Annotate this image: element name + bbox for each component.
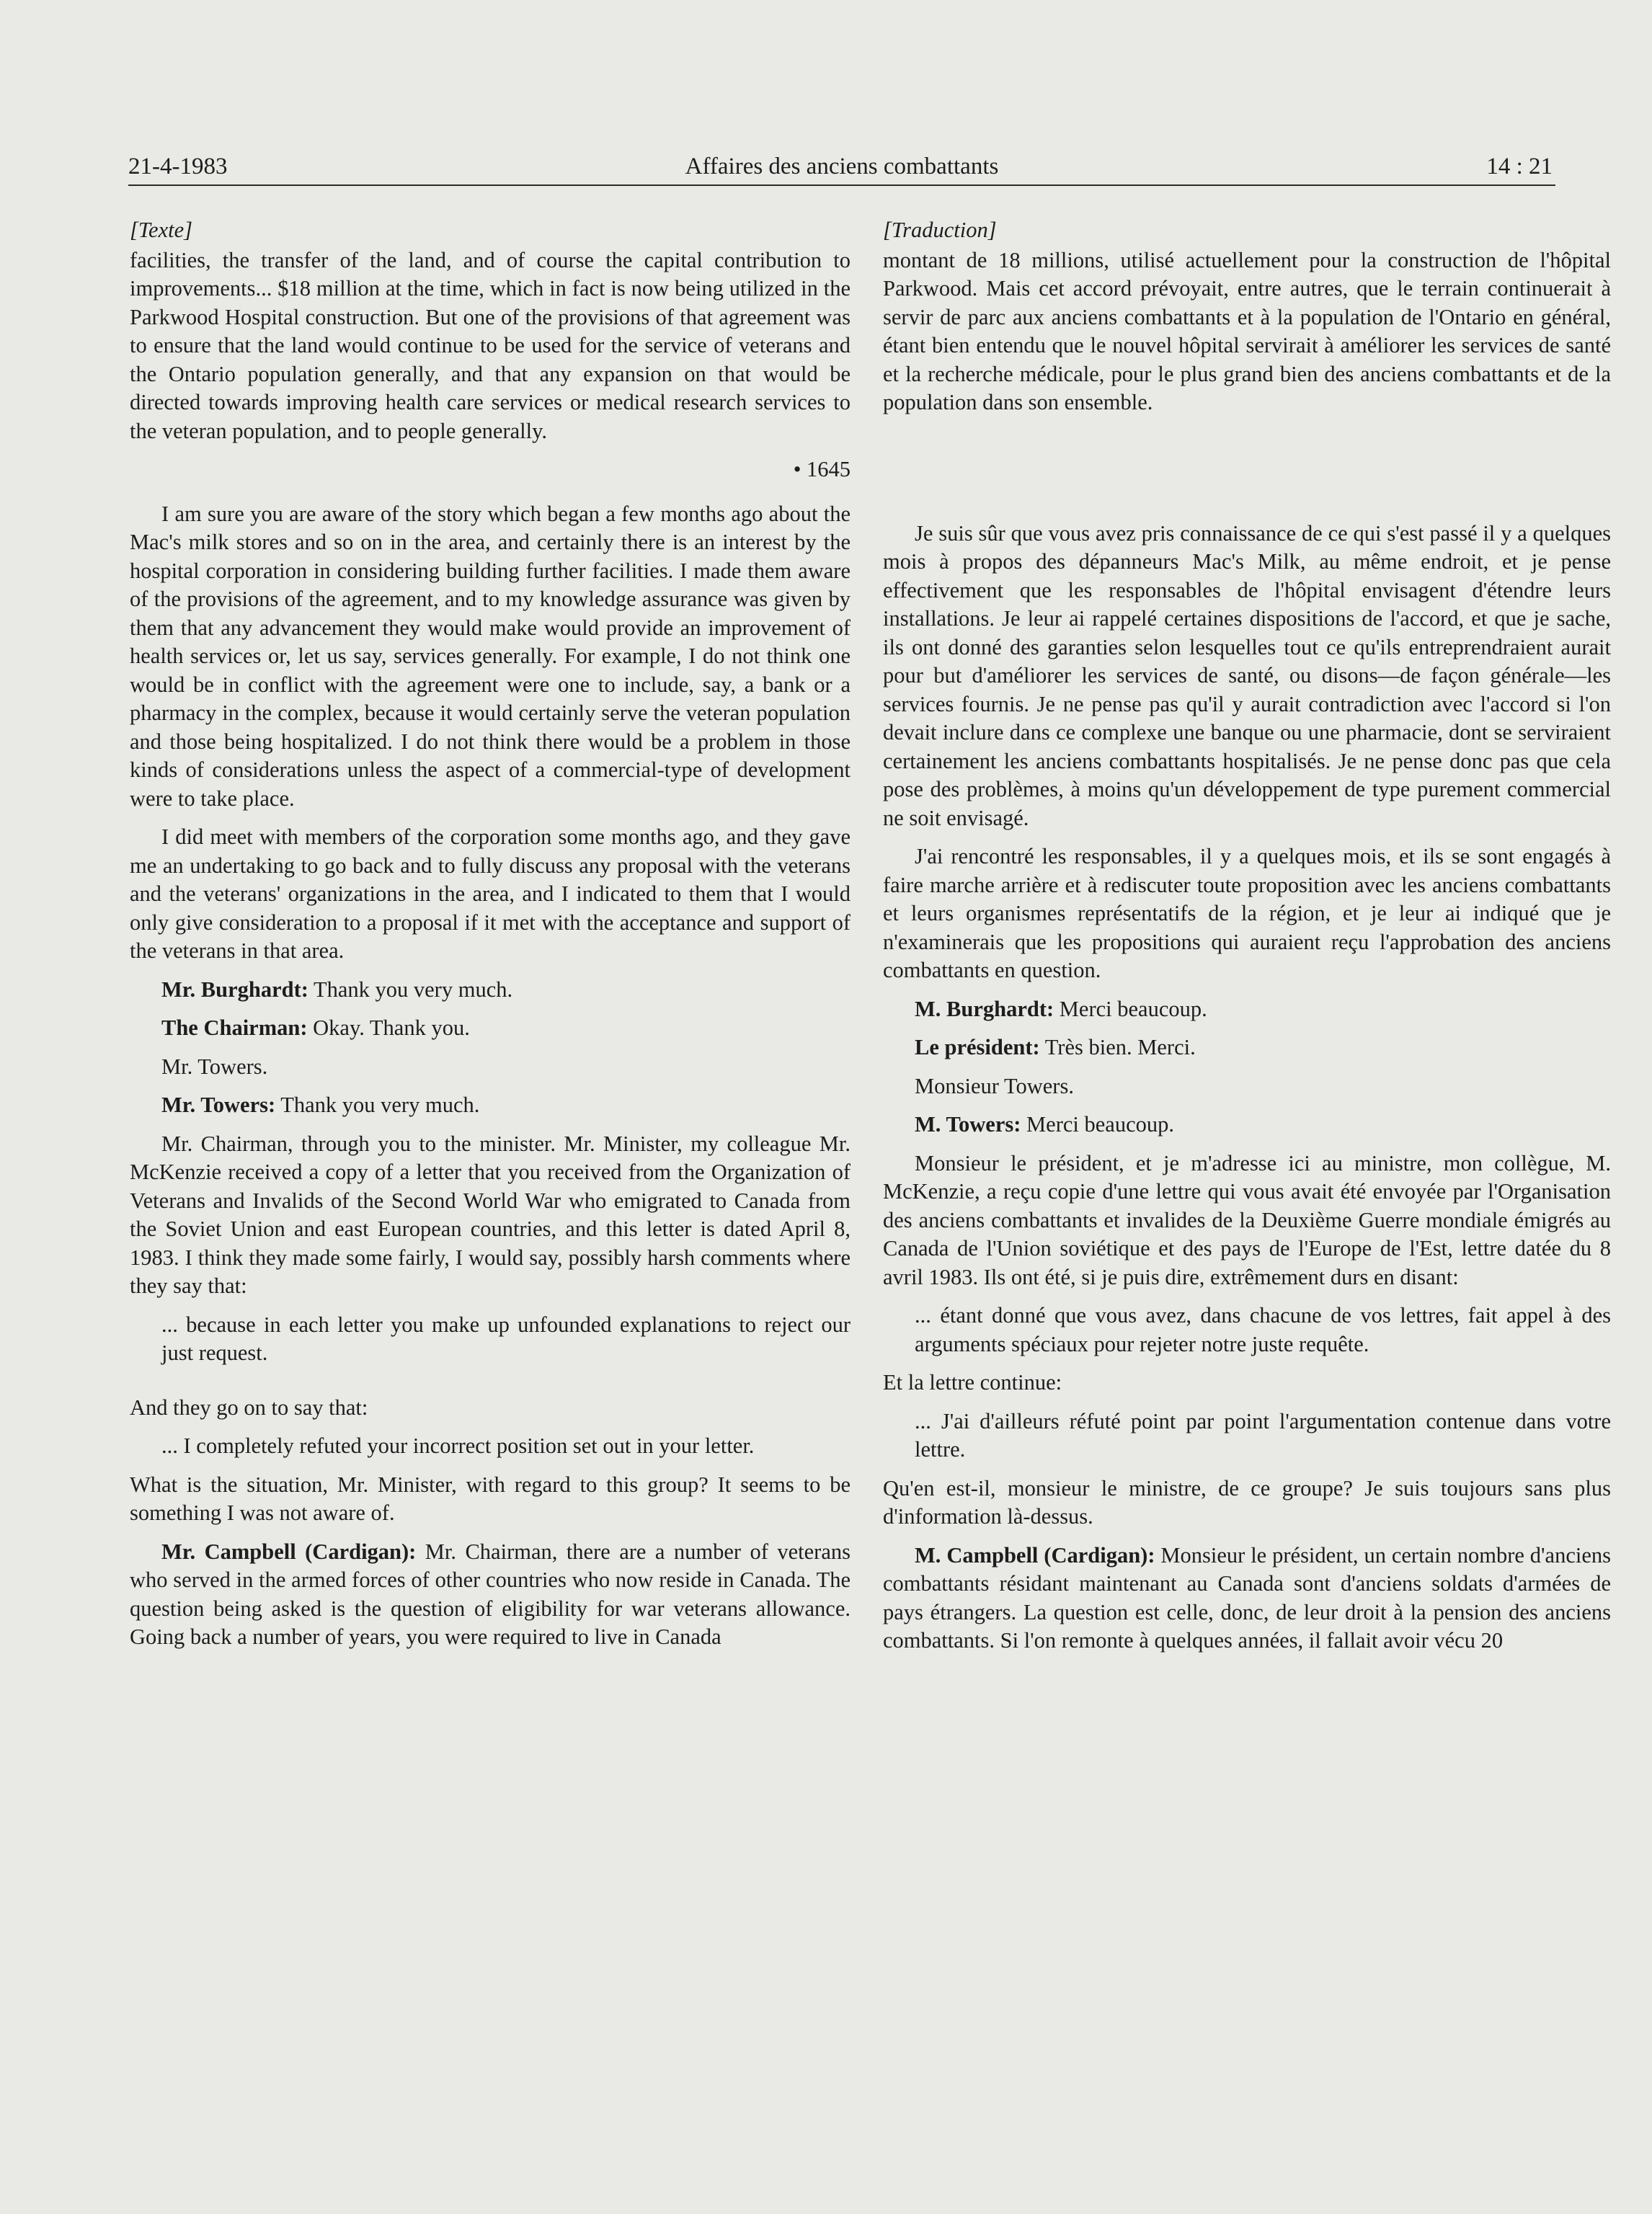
paragraph: facilities, the transfer of the land, and of course the capital contribution to improvements... $18 million at the time, which in fact is now being utilized in the Parkwood Hospital construction. But one of the provisions of that agreement was to ensure that the land would continue to be used for the service of veterans and the Ontario population generally, and that any expansion on that would be directed towards improving health care services or medical research services to the veteran population, and to people generally. — [130, 247, 851, 443]
speaker-text: Merci beaucoup. — [1054, 996, 1207, 1021]
paragraph: What is the situation, Mr. Minister, with regard to this group? It seems to be something I was not aware of. — [130, 1472, 851, 1525]
speaker-name: Mr. Campbell (Cardigan): — [161, 1539, 417, 1564]
speaker-line — [883, 1111, 1611, 1139]
speaker-line — [883, 995, 1611, 1024]
section-label-texte: [Texte] — [130, 218, 192, 242]
speaker-text: Thank you very much. — [275, 1093, 480, 1117]
speaker-name: M. Towers: — [915, 1112, 1021, 1137]
speaker-name: M. Campbell (Cardigan): — [915, 1542, 1155, 1568]
paragraph: montant de 18 millions, utilisé actuellement pour la construction de l'hôpital Parkwood. Mais cet accord prévoyait, entre autres, que le terrain continuerait à servir de parc aux anciens combattants et à la population de l'Ontario en général, étant bien entendu que le nouvel hôpital servirait à améliorer les services de santé et la recherche médicale, pour le plus grand bien des anciens combattants et de la population dans son ensemble. — [883, 247, 1611, 414]
section-label-traduction: [Traduction] — [883, 218, 997, 242]
paragraph: Qu'en est-il, monsieur le ministre, de ce groupe? Je suis toujours sans plus d'information là-dessus. — [883, 1475, 1611, 1529]
paragraph: Et la lettre continue: — [883, 1370, 1062, 1395]
english-column — [130, 216, 851, 2162]
header-title: Affaires des anciens combattants — [685, 154, 999, 179]
paragraph: I did meet with members of the corporation some months ago, and they gave me an undertaking to go back and to fully discuss any proposal with the veterans and the veterans' organizations in the area, and I indicated to them that I would only give consideration to a proposal if it met with the acceptance and support of the veterans in that area. — [130, 824, 851, 963]
paragraph: Mr. Towers. — [161, 1054, 268, 1079]
paragraph: Mr. Chairman, through you to the minister. Mr. Minister, my colleague Mr. McKenzie received a copy of a letter that you received from the Organization of Veterans and Invalids of the Second World War who emigrated to Canada from the Soviet Union and east European countries, and this letter is dated April 8, 1983. I think they made some fairly, I would say, possibly harsh comments where they say that: — [130, 1131, 851, 1298]
speaker-line — [130, 976, 851, 1005]
header-date: 21-4-1983 — [128, 154, 228, 179]
block-quote: ... because in each letter you make up unfounded explanations to reject our just request. — [161, 1312, 851, 1365]
speaker-name: The Chairman: — [161, 1015, 308, 1040]
paragraph: Monsieur le président, et je m'adresse ici au ministre, mon collègue, M. McKenzie, a reçu copie d'une lettre qui vous avait été envoyée par l'Organisation des anciens combattants et invalides de la Deuxième Guerre mondiale émigrés au Canada de l'Union soviétique et des pays de l'Europe de l'Est, lettre datée du 8 avril 1983. Ils ont été, si je puis dire, extrêmement durs en disant: — [883, 1150, 1611, 1289]
paragraph: Monsieur Towers. — [915, 1073, 1074, 1098]
spacer — [883, 427, 1611, 520]
paragraph: I am sure you are aware of the story which began a few months ago about the Mac's milk stores and so on in the area, and certainly there is an interest by the hospital corporation in considering building further facilities. I made them aware of the provisions of the agreement, and to my knowledge assurance was given by them that any advancement they would make would provide an improvement of health services or, let us say, services generally. For example, I do not think one would be in conflict with the agreement were one to include, say, a bank or a pharmacy in the complex, because it would certainly serve the veteran population and those being hospitalized. I do not think there would be a problem in those kinds of considerations unless the aspect of a commercial-type of development were to take place. — [130, 501, 851, 811]
speaker-line — [130, 1538, 851, 1652]
paragraph: Je suis sûr que vous avez pris connaissance de ce qui s'est passé il y a quelques mois à propos des dépanneurs Mac's Milk, au même endroit, et je pense effectivement que les responsables de l'hôpital envisagent d'étendre leurs installations. Je leur ai rappelé certaines dispositions de l'accord, et que je sache, ils ont donné des garanties selon lesquelles tout ce qu'ils entreprendraient aurait pour but d'améliorer les services de santé, ou disons—de façon générale—les services fournis. Je ne pense pas qu'il y aurait contradiction avec l'accord si l'on devait inclure dans ce complexe une banque ou une pharmacie, dont se serviraient certainement les anciens combattants hospitalisés. Je ne pense donc pas que cela pose des problèmes, à moins qu'un développement de type purement commercial ne soit envisagé. — [883, 520, 1611, 830]
block-quote: ... J'ai d'ailleurs réfuté point par point l'argumentation contenue dans votre lettre. — [915, 1408, 1611, 1462]
page-header — [128, 144, 1555, 186]
speaker-text: Très bien. Merci. — [1039, 1035, 1196, 1059]
french-column — [883, 216, 1611, 2162]
header-page-number: 14 : 21 — [1486, 154, 1553, 179]
speaker-text: Monsieur le président, un certain nombre d'anciens combattants résidant maintenant au Canada sont d'anciens soldats d'armées de pays étrangers. La question est celle, donc, de leur droit à la pension des anciens combattants. Si l'on remonte à quelques années, il fallait avoir vécu 20 — [883, 1542, 1611, 1653]
speaker-name: Mr. Towers: — [161, 1093, 276, 1117]
paragraph: And they go on to say that: — [130, 1395, 368, 1420]
block-quote: ... étant donné que vous avez, dans chacune de vos lettres, fait appel à des arguments spéciaux pour rejeter notre juste requête. — [915, 1303, 1611, 1356]
speaker-text: Okay. Thank you. — [307, 1015, 470, 1040]
speaker-line — [130, 1091, 851, 1120]
speaker-text: Mr. Chairman, there are a number of veterans who served in the armed forces of other countries who now reside in Canada. The question being asked is the question of eligibility for war veterans allowance. Going back a number of years, you were required to live in Canada — [130, 1539, 851, 1649]
speaker-line — [883, 1033, 1611, 1062]
time-stamp: • 1645 — [793, 457, 851, 481]
speaker-line — [130, 1014, 851, 1043]
block-quote: ... I completely refuted your incorrect position set out in your letter. — [161, 1433, 755, 1458]
speaker-text: Thank you very much. — [308, 977, 513, 1002]
paragraph: J'ai rencontré les responsables, il y a quelques mois, et ils se sont engagés à faire marche arrière et à rediscuter toute proposition avec les anciens combattants et leurs organismes représentatifs de la région, et je leur ai indiqué que je n'examinerais que les propositions qui auraient reçu l'approbation des anciens combattants en question. — [883, 844, 1611, 982]
speaker-line — [883, 1542, 1611, 1655]
speaker-text: Merci beaucoup. — [1021, 1112, 1174, 1137]
speaker-name: M. Burghardt: — [915, 996, 1054, 1021]
speaker-name: Le président: — [915, 1035, 1040, 1059]
spacer — [130, 1378, 851, 1394]
speaker-name: Mr. Burghardt: — [161, 977, 308, 1002]
